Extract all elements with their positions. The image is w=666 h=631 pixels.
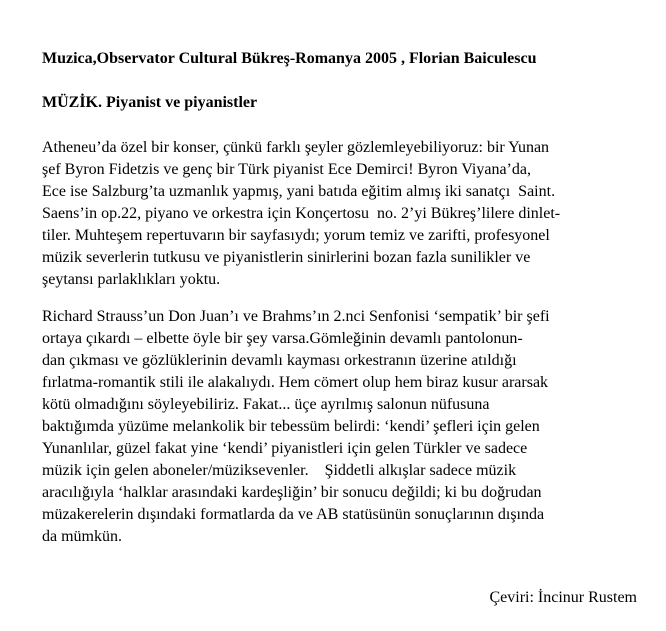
paragraph-line: da mümkün. [42, 528, 122, 545]
paragraph-line: müzik severlerin tutkusu ve piyanistlerin sinirlerini bozan fazla sunilikler ve [42, 249, 531, 266]
source-line: Muzica,Observator Cultural Bükreş-Romanya 2005 , Florian Baiculescu [42, 50, 537, 67]
paragraph-line: fırlatma-romantik stili ile alakalıydı. Hem cömert olup hem biraz kusur ararsak [42, 374, 549, 391]
paragraph-line: baktığımda yüzüme melankolik bir tebessüm belirdi: ‘kendi’ şefleri için gelen [42, 418, 540, 435]
paragraph-line: kötü olmadığını söyleyebiliriz. Fakat... üçe ayrılmış salonun nüfusuna [42, 396, 490, 413]
paragraph-line: müzakerelerin dışındaki formatlarda da ve AB statüsünün sonuçlarının dışında [42, 506, 545, 523]
paragraph-line: müzik için gelen aboneler/müziksevenler. Şiddetli alkışlar sadece müzik [42, 462, 517, 479]
paragraph-line: dan çıkması ve gözlüklerinin devamlı kayması orkestranın üzerine atıldığı [42, 352, 517, 369]
paragraph-line: aracılığıyla ‘halklar arasındaki kardeşliğin’ bir sonucu değildi; ki bu doğrudan [42, 484, 542, 501]
paragraph-line: şef Byron Fidetzis ve genç bir Türk piyanist Ece Demirci! Byron Viyana’da, [42, 161, 531, 178]
paragraph-line: Yunanlılar, güzel fakat yine ‘kendi’ piyanistleri için gelen Türkler ve sadece [42, 440, 528, 457]
section-title: MÜZİK. Piyanist ve piyanistler [42, 94, 258, 111]
paragraph-line: tiler. Muhteşem repertuvarın bir sayfasıydı; yorum temiz ve zarifti, profesyonel [42, 227, 550, 244]
translator-credit: Çeviri: İncinur Rustem [489, 589, 637, 606]
paragraph-line: ortaya çıkardı – elbette öyle bir şey varsa.Gömleğinin devamlı pantolonun- [42, 330, 523, 347]
paragraph-line: Richard Strauss’un Don Juan’ı ve Brahms’ın 2.nci Senfonisi ‘sempatik’ bir şefi [42, 308, 550, 325]
paragraph-line: şeytansı parlaklıkları yoktu. [42, 271, 221, 288]
paragraph-line: Saens’in op.22, piyano ve orkestra için Konçertosu no. 2’yi Bükreş’lilere dinlet- [42, 205, 561, 222]
paragraph-line: Atheneu’da özel bir konser, çünkü farklı şeyler gözlemleyebiliyoruz: bir Yunan [42, 139, 550, 156]
paragraph-line: Ece ise Salzburg’ta uzmanlık yapmış, yani batıda eğitim almış iki sanatçı Saint. [42, 183, 556, 200]
